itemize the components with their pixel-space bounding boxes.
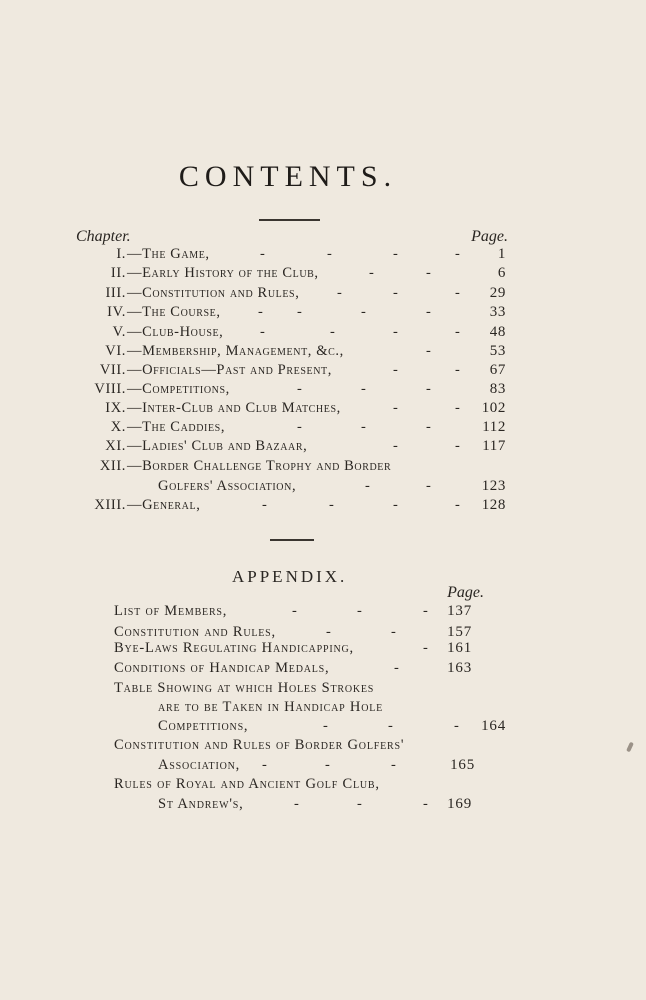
leader-dot: - xyxy=(365,478,371,494)
leader-dot: - xyxy=(391,624,397,640)
page-number: 137 xyxy=(447,603,472,619)
chapter-number: II. xyxy=(110,265,126,281)
appendix-row xyxy=(0,737,646,757)
toc-row xyxy=(0,324,646,344)
page-number: 112 xyxy=(482,419,506,435)
leader-dot: - xyxy=(329,497,335,513)
leader-dot: - xyxy=(369,265,375,281)
leader-dot: - xyxy=(260,246,266,262)
leader-dot: - xyxy=(337,285,343,301)
appendix-title: Rules of Royal and Ancient Golf Club, xyxy=(114,776,380,792)
leader-dot: - xyxy=(297,381,303,397)
chapter-number: XII. xyxy=(99,458,126,474)
chapter-title: —Border Challenge Trophy and Border xyxy=(127,458,392,474)
leader-dot: - xyxy=(361,304,367,320)
chapter-title: —Ladies' Club and Bazaar, xyxy=(127,438,308,454)
chapter-title: —Club-House, xyxy=(127,324,224,340)
page-number: 169 xyxy=(447,796,472,812)
leader-dot: - xyxy=(426,478,432,494)
leader-dot: - xyxy=(326,624,332,640)
appendix-row xyxy=(0,699,646,719)
leader-dot: - xyxy=(292,603,298,619)
appendix-row xyxy=(0,640,646,660)
appendix-page-caption: Page. xyxy=(447,584,484,601)
page-number: 164 xyxy=(481,718,506,734)
chapter-title: —Officials—Past and Present, xyxy=(127,362,332,378)
chapter-title: Golfers' Association, xyxy=(158,478,297,494)
leader-dot: - xyxy=(393,497,399,513)
toc-row xyxy=(0,285,646,305)
chapter-title: —General, xyxy=(127,497,201,513)
appendix-title: Conditions of Handicap Medals, xyxy=(114,660,330,676)
chapter-title: —The Course, xyxy=(127,304,221,320)
leader-dot: - xyxy=(426,343,432,359)
appendix-title: are to be Taken in Handicap Hole xyxy=(158,699,384,715)
appendix-title: Competitions, xyxy=(158,718,249,734)
toc-row xyxy=(0,362,646,382)
leader-dot: - xyxy=(455,285,461,301)
toc-row xyxy=(0,265,646,285)
leader-dot: - xyxy=(393,285,399,301)
leader-dot: - xyxy=(455,438,461,454)
chapter-number: XIII. xyxy=(94,497,126,513)
toc-row xyxy=(0,497,646,517)
leader-dot: - xyxy=(455,324,461,340)
toc-row xyxy=(0,419,646,439)
page-number: 157 xyxy=(447,624,472,640)
chapter-number: III. xyxy=(105,285,126,301)
leader-dot: - xyxy=(426,381,432,397)
leader-dot: - xyxy=(258,304,264,320)
page-caption: Page. xyxy=(471,228,508,245)
page-number: 29 xyxy=(489,285,506,301)
chapter-number: VIII. xyxy=(94,381,126,397)
chapter-title: —The Caddies, xyxy=(127,419,226,435)
leader-dot: - xyxy=(426,419,432,435)
leader-dot: - xyxy=(426,304,432,320)
page-number: 48 xyxy=(489,324,506,340)
leader-dot: - xyxy=(297,304,303,320)
chapter-caption: Chapter. xyxy=(76,228,131,245)
leader-dot: - xyxy=(394,660,400,676)
leader-dot: - xyxy=(455,400,461,416)
toc-row xyxy=(0,381,646,401)
leader-dot: - xyxy=(361,419,367,435)
leader-dot: - xyxy=(393,324,399,340)
appendix-row xyxy=(0,796,646,816)
toc-row xyxy=(0,246,646,266)
toc-row xyxy=(0,438,646,458)
chapter-title: —The Game, xyxy=(127,246,210,262)
leader-dot: - xyxy=(330,324,336,340)
appendix-row xyxy=(0,718,646,738)
chapter-number: VII. xyxy=(99,362,126,378)
leader-dot: - xyxy=(455,362,461,378)
chapter-number: V. xyxy=(112,324,126,340)
leader-dot: - xyxy=(393,246,399,262)
leader-dot: - xyxy=(423,796,429,812)
leader-dot: - xyxy=(388,718,394,734)
leader-dot: - xyxy=(262,497,268,513)
chapter-number: IX. xyxy=(105,400,126,416)
appendix-row xyxy=(0,757,646,777)
chapter-title: —Membership, Management, &c., xyxy=(127,343,344,359)
toc-row xyxy=(0,304,646,324)
leader-dot: - xyxy=(297,419,303,435)
leader-dot: - xyxy=(262,757,268,773)
toc-row xyxy=(0,458,646,478)
leader-dot: - xyxy=(294,796,300,812)
chapter-title: —Inter-Club and Club Matches, xyxy=(127,400,341,416)
chapter-number: I. xyxy=(116,246,126,262)
leader-dot: - xyxy=(357,796,363,812)
title-rule xyxy=(259,219,320,221)
chapter-title: —Competitions, xyxy=(127,381,230,397)
leader-dot: - xyxy=(393,438,399,454)
leader-dot: - xyxy=(260,324,266,340)
page-number: 53 xyxy=(489,343,506,359)
section-rule xyxy=(270,539,314,541)
leader-dot: - xyxy=(393,362,399,378)
toc-row xyxy=(0,478,646,498)
leader-dot: - xyxy=(327,246,333,262)
appendix-title: Table Showing at which Holes Strokes xyxy=(114,680,375,696)
page-number: 33 xyxy=(489,304,506,320)
toc-row xyxy=(0,400,646,420)
appendix-row xyxy=(0,680,646,700)
chapter-number: XI. xyxy=(105,438,126,454)
appendix-title: Constitution and Rules, xyxy=(114,624,276,640)
appendix-title: Bye-Laws Regulating Handicapping, xyxy=(114,640,354,656)
chapter-number: VI. xyxy=(105,343,126,359)
page-number: 117 xyxy=(482,438,506,454)
appendix-title: List of Members, xyxy=(114,603,228,619)
leader-dot: - xyxy=(325,757,331,773)
appendix-title: Association, xyxy=(158,757,241,773)
page-title: CONTENTS. xyxy=(178,160,398,193)
page-number: 163 xyxy=(447,660,472,676)
appendix-title: Constitution and Rules of Border Golfers' xyxy=(114,737,405,753)
page-number: 67 xyxy=(489,362,506,378)
chapter-number: IV. xyxy=(107,304,126,320)
appendix-row xyxy=(0,603,646,623)
leader-dot: - xyxy=(426,265,432,281)
leader-dot: - xyxy=(393,400,399,416)
page-number: 161 xyxy=(447,640,472,656)
leader-dot: - xyxy=(391,757,397,773)
chapter-title: —Constitution and Rules, xyxy=(127,285,300,301)
leader-dot: - xyxy=(361,381,367,397)
leader-dot: - xyxy=(323,718,329,734)
chapter-number: X. xyxy=(110,419,126,435)
leader-dot: - xyxy=(454,718,460,734)
leader-dot: - xyxy=(423,603,429,619)
page-number: 123 xyxy=(481,478,506,494)
page-number: 83 xyxy=(489,381,506,397)
page-number: 102 xyxy=(481,400,506,416)
leader-dot: - xyxy=(455,497,461,513)
chapter-title: —Early History of the Club, xyxy=(127,265,319,281)
appendix-title: St Andrew's, xyxy=(158,796,244,812)
leader-dot: - xyxy=(423,640,429,656)
appendix-row xyxy=(0,776,646,796)
page-number: 165 xyxy=(450,757,475,773)
page-number: 128 xyxy=(481,497,506,513)
leader-dot: - xyxy=(455,246,461,262)
toc-row xyxy=(0,343,646,363)
page-number: 1 xyxy=(497,246,506,262)
appendix-heading: APPENDIX. xyxy=(232,567,348,586)
page-number: 6 xyxy=(497,265,506,281)
leader-dot: - xyxy=(357,603,363,619)
appendix-row xyxy=(0,660,646,680)
